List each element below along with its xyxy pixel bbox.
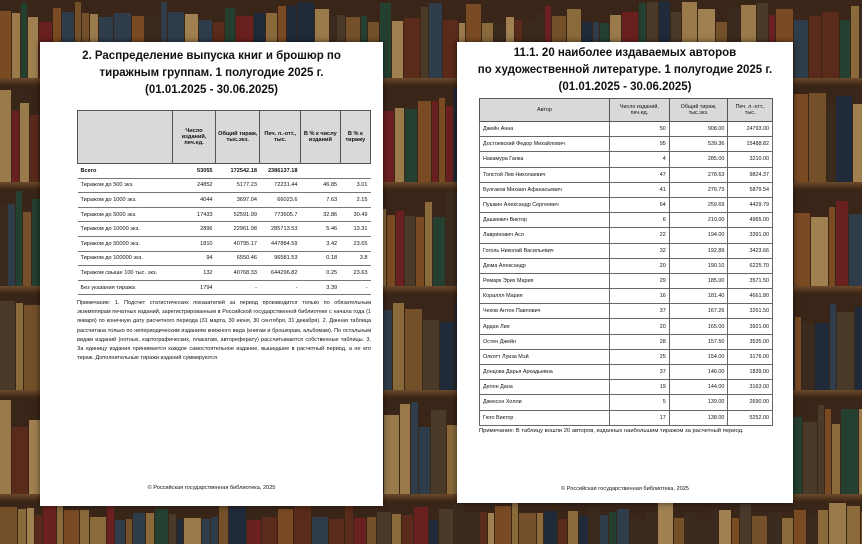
table-cell: 3210.00 [728,152,773,167]
table-cell: 24852 [173,178,216,193]
table-cell: 2690.00 [728,395,773,410]
column-header: Автор [480,99,610,122]
table-cell: 23.63 [340,266,370,281]
table-cell [340,164,370,179]
table-cell: 30.49 [340,207,370,222]
table-cell: 95 [610,137,670,152]
column-header [78,111,173,164]
table-row [480,182,773,197]
row-label: Тиражом до 5000 экз. [78,207,173,222]
author-name: Олкотт Луиза Мэй [480,349,610,364]
column-header: Печ. л.-отт., тыс. [728,99,773,122]
row-label: Тиражом до 1000 экз. [78,193,173,208]
table-cell: 20 [610,258,670,273]
table-row [480,152,773,167]
table-row [480,197,773,212]
table-cell: 5252.00 [728,410,773,425]
table-row [78,280,371,295]
table-cell: 25 [610,349,670,364]
table-cell: 3.42 [301,236,341,251]
table-cell: 3697.04 [216,193,260,208]
table-row [480,410,773,425]
author-name: Кораллл Мария [480,289,610,304]
table-row [480,289,773,304]
table-cell: 22 [610,228,670,243]
table-row [480,167,773,182]
table-row [480,258,773,273]
table-cell [301,164,341,179]
table-cell: 28 [610,334,670,349]
table-cell: 285.00 [669,152,728,167]
table-cell: 6550.46 [216,251,260,266]
table-cell: 3.8 [340,251,370,266]
table-cell: 6225.70 [728,258,773,273]
table-cell: 23.65 [340,236,370,251]
row-label: Тиражом до 10000 экз. [78,222,173,237]
table-cell: 6 [610,213,670,228]
page-title [457,42,793,96]
row-label: Тиражом свыше 100 тыс. экз. [78,266,173,281]
table-cell: 3.01 [340,178,370,193]
table-cell: 7.63 [301,193,341,208]
author-name: Донцова Дарья Аркадьевна [480,365,610,380]
author-name: Гоголь Николай Васильевич [480,243,610,258]
table-row [480,365,773,380]
author-name: Остен Джейн [480,334,610,349]
author-name: Джексон Холли [480,395,610,410]
table-cell: 20 [610,319,670,334]
table-row [78,266,371,281]
table-cell: 276.73 [669,182,728,197]
column-header: В % к числу изданий [301,111,341,164]
table-cell: 2896 [173,222,216,237]
table-cell: 138.00 [669,410,728,425]
title-line: 11.1. 20 наиболее издаваемых авторов [513,47,737,59]
table-cell: 17 [610,410,670,425]
table-cell: 5177.23 [216,178,260,193]
table-cell: 181.40 [669,289,728,304]
column-header: В % к тиражу [340,111,370,164]
table-cell: 32.86 [301,207,341,222]
row-label: Без указания тиража [78,280,173,295]
table-cell: 4661.80 [728,289,773,304]
table-cell: 22961.98 [216,222,260,237]
author-name: Ремарк Эрих Мария [480,273,610,288]
table-cell: 644296.82 [260,266,301,281]
title-line: (01.01.2025 - 30.06.2025) [558,81,692,93]
table-cell: 190.10 [669,258,728,273]
table-cell: 94 [173,251,216,266]
table-row [480,228,773,243]
table-cell: 259.69 [669,197,728,212]
author-name: Джейн Анна [480,122,610,137]
column-header: Число изданий, печ.ед. [610,99,670,122]
table-cell: 3163.00 [728,380,773,395]
table-cell: 53055 [173,164,216,179]
table-cell: 154.00 [669,349,728,364]
table-cell: 72231.44 [260,178,301,193]
table-cell: 32 [610,243,670,258]
table-row [78,178,371,193]
table-cell: 210.00 [669,213,728,228]
table-cell: 50 [610,122,670,137]
table-cell: 3571.50 [728,273,773,288]
table-cell: 539.36 [669,137,728,152]
table-cell: 46.85 [301,178,341,193]
table-cell: 40768.33 [216,266,260,281]
table-row [78,207,371,222]
author-name: Булгаков Михаил Афанасьевич [480,182,610,197]
title-line: (01.01.2025 - 30.06.2025) [145,84,278,96]
table-cell: 132 [173,266,216,281]
table-cell: 9824.37 [728,167,773,182]
table-cell: 66023.6 [260,193,301,208]
author-name: Делон Дана [480,380,610,395]
table-row [480,304,773,319]
table-cell: 4965.00 [728,213,773,228]
author-name: Дашкевич Виктор [480,213,610,228]
author-name: Ардан Лия [480,319,610,334]
table-cell: 908.00 [669,122,728,137]
table-cell: 3261.50 [728,304,773,319]
table-cell: 1839.00 [728,365,773,380]
table-cell: 278.63 [669,167,728,182]
table-cell: 139.00 [669,395,728,410]
table-cell: 2386137.18 [260,164,301,179]
table-cell: 1810 [173,236,216,251]
column-header: Число изданий, печ.ед. [173,111,216,164]
table-row [480,395,773,410]
author-name: Достоевский Федор Михайлович [480,137,610,152]
title-line: тиражным группам. 1 полугодие 2025 г. [99,67,324,79]
table-cell: 1794 [173,280,216,295]
title-line: по художественной литературе. 1 полугодие 2025 г. [477,64,773,76]
column-header: Общий тираж, тыс.экз. [216,111,260,164]
table-cell: - [216,280,260,295]
author-name: Лавринович Ася [480,228,610,243]
row-label: Тиражом до 500 экз. [78,178,173,193]
table-cell: 40795.17 [216,236,260,251]
table-cell: 5879.54 [728,182,773,197]
table-cell: 41 [610,182,670,197]
table-row [480,349,773,364]
table-cell: 5 [610,395,670,410]
table-cell: 157.50 [669,334,728,349]
table-cell: 4044 [173,193,216,208]
table-cell: 3.39 [301,280,341,295]
table-cell: 3535.00 [728,334,773,349]
table-row [480,137,773,152]
table-cell: - [340,280,370,295]
circulation-table [77,110,371,295]
table-cell: 194.00 [669,228,728,243]
table-cell: 3176.00 [728,349,773,364]
table-cell: 5.46 [301,222,341,237]
table-cell: 165.00 [669,319,728,334]
table-cell: 17433 [173,207,216,222]
table-row [78,164,371,179]
page-title [40,42,383,99]
statistics-page-circulation-groups [40,42,383,506]
table-cell: 167.26 [669,304,728,319]
copyright: © Российская государственная библиотека, 2025 [147,485,276,491]
table-cell: 29 [610,273,670,288]
table-cell: 192.89 [669,243,728,258]
table-row [480,380,773,395]
table-cell: 16 [610,289,670,304]
table-cell: 773605.7 [260,207,301,222]
table-row [480,122,773,137]
author-name: Гюго Виктор [480,410,610,425]
author-name: Накамура Ганка [480,152,610,167]
row-label: Всего [78,164,173,179]
table-cell: 37 [610,365,670,380]
table-cell: 3423.66 [728,243,773,258]
table-cell: 172542.18 [216,164,260,179]
table-cell: 144.00 [669,380,728,395]
table-cell: 0.25 [301,266,341,281]
table-row [480,319,773,334]
table-row [480,273,773,288]
table-cell: 4429.79 [728,197,773,212]
table-row [480,213,773,228]
table-cell: 3391.00 [728,228,773,243]
table-cell: 2.15 [340,193,370,208]
row-label: Тиражом до 50000 экз. [78,236,173,251]
table-cell: 19 [610,380,670,395]
table-note: Примечание: В таблицу вошли 20 авторов, изданных наибольшим тиражом за расчетный период. [479,428,744,434]
title-line: 2. Распределение выпуска книг и брошюр по [82,50,341,62]
table-cell: 13.31 [340,222,370,237]
table-row [480,334,773,349]
column-header: Печ. л.-отт., тыс. [260,111,301,164]
table-cell: 447884.59 [260,236,301,251]
table-row [480,243,773,258]
author-name: Чехов Антон Павлович [480,304,610,319]
author-name: Толстой Лев Николаевич [480,167,610,182]
table-cell: 285713.53 [260,222,301,237]
table-cell: 52591.99 [216,207,260,222]
table-cell: 15488.82 [728,137,773,152]
author-name: Пушкин Александр Сергеевич [480,197,610,212]
table-cell: - [260,280,301,295]
table-cell: 4 [610,152,670,167]
table-note: Примечание: 1. Подсчет статистических показателей за период производится только по обязательным экземплярам печатных изданий, зарегистрированным в Российской государственной библиотеке с начала года (1 января) по конечную дату расчетного периода (31 марта, 30 июня, 30 сентября, 31 декабря). 2. Данная таблица рассчитана только по непериодическим изданиям книжного вида (книгам и брошюрам, альбомам). По остальным видам изданий (нотных, картографических, плакатам, автореферату) рассчитываются собственные таблицы. 3. За единицу издания принимается каждое самостоятельное издание, вышедшее в расчетный период, а не его тираж. Дополнительные тиражи изданий суммируются. [77,300,371,362]
table-cell: 37 [610,304,670,319]
table-cell: 0.18 [301,251,341,266]
author-name: Дюма Александр [480,258,610,273]
table-row [78,193,371,208]
column-header: Общий тираж, тыс.экз. [669,99,728,122]
table-cell: 24793.00 [728,122,773,137]
table-row [78,251,371,266]
table-cell: 64 [610,197,670,212]
table-cell: 47 [610,167,670,182]
table-row [78,222,371,237]
table-cell: 146.00 [669,365,728,380]
copyright: © Российская государственная библиотека, 2025 [561,486,689,492]
table-cell: 185.00 [669,273,728,288]
table-row [78,236,371,251]
table-cell: 3921.00 [728,319,773,334]
table-cell: 96581.53 [260,251,301,266]
row-label: Тиражом до 100000 экз. [78,251,173,266]
top-authors-table [479,98,773,426]
statistics-page-top-authors [457,42,793,503]
